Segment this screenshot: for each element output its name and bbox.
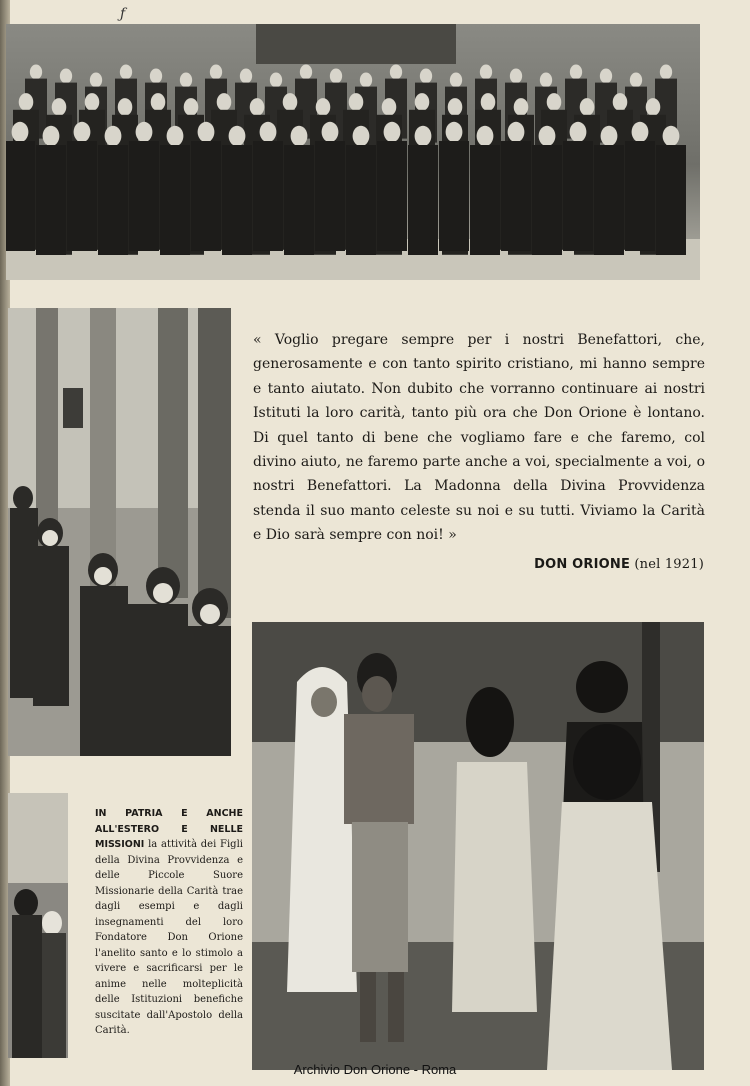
signature-year: (nel 1921) — [634, 557, 704, 572]
photo-edge-partial — [8, 793, 68, 1058]
pencil-mark: ƒ — [120, 6, 126, 22]
photo-children — [8, 308, 231, 756]
archive-footer: Archivio Don Orione - Roma — [293, 1062, 457, 1077]
signature — [534, 557, 704, 572]
photo-priests-group — [6, 24, 700, 280]
caption-lead: IN PATRIA E ANCHE ALL'ESTERO E NELLE MISSIONI — [95, 808, 243, 850]
photo-caption — [95, 806, 243, 1039]
quote-text: « Voglio pregare sempre per i nostri Benefattori, che, generosamente e con tanto spirito cristiano, mi hanno sempre e tanto aiutato. Non dubito che vorranno continuare ai nostri Istituti la loro carità, tanto più ora che Don Orione è lontano. Di quel tanto di bene che vogliamo fare e che faremo, col divino aiuto, ne faremo parte anche a voi, specialmente a voi, o nostri Benefattori. La Madonna della Divina Provvidenza stenda il suo manto celeste su noi e su tutti. Viviamo la Carità e Dio sarà sempre con noi! » — [253, 332, 705, 544]
signature-name: DON ORIONE — [534, 557, 631, 572]
photo-mission-group — [252, 622, 704, 1070]
caption-text: la attività dei Figli della Divina Provvidenza e delle Piccole Suore Missionarie della Carità trae dagli esempi e dagli insegnamenti del loro Fondatore Don Orione l'anelito santo e lo stimolo a vivere e sacrificarsi per le anime nelle molteplicità delle Istituzioni benefiche suscitate dall'Apostolo della Carità. — [95, 839, 243, 1036]
